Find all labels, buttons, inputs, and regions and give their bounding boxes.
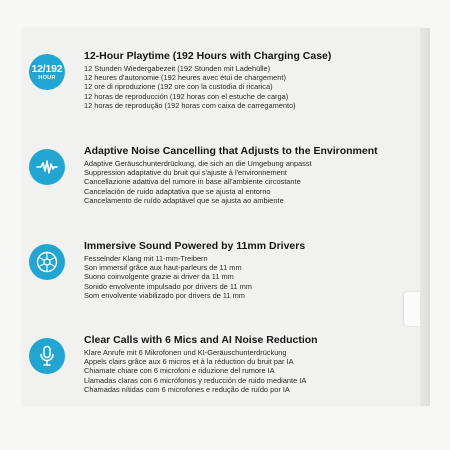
clock-hours-icon xyxy=(29,54,65,90)
icon-hours-value: 12/192 xyxy=(31,62,63,75)
feature-line-fr: Suppression adaptative du bruit qui s'ajuste à l'environnement xyxy=(84,168,287,178)
feature-title: 12-Hour Playtime (192 Hours with Charging Case) xyxy=(84,50,332,62)
feature-title: Immersive Sound Powered by 11mm Drivers xyxy=(84,240,306,252)
feature-text xyxy=(84,50,424,110)
feature-line-es: Cancelación de ruido adaptativa que se ajusta al entorno xyxy=(84,186,271,196)
feature-text xyxy=(84,145,424,205)
feature-line-es: Sonido envolvente impulsado por drivers de 11 mm xyxy=(84,281,252,291)
feature-line-pt: Som envolvente viabilizado por drivers de 11 mm xyxy=(84,290,245,300)
feature-title: Adaptive Noise Cancelling that Adjusts to the Environment xyxy=(84,145,378,157)
feature-line-de: 12 Stunden Wiedergabezeit (192 Stunden mit Ladehülle) xyxy=(84,64,271,73)
feature-text xyxy=(84,334,424,394)
feature-line-es: 12 horas de reproducción (192 horas con el estuche de carga) xyxy=(84,91,289,101)
feature-line-pt: Cancelamento de ruído adaptável que se ajusta ao ambiente xyxy=(84,195,284,205)
feature-line-de: Fesselnder Klang mit 11-mm-Treibern xyxy=(84,254,208,263)
feature-line-de: Adaptive Geräuschunterdrückung, die sich an die Umgebung anpasst xyxy=(84,159,312,168)
feature-text xyxy=(84,240,424,300)
icon-hours-unit: HOUR xyxy=(38,74,56,81)
feature-line-pt: 12 horas de reprodução (192 horas com caixa de carregamento) xyxy=(84,100,296,110)
feature-line-it: Cancellazione adattiva del rumore in base all'ambiente circostante xyxy=(84,177,301,187)
feature-line-fr: 12 heures d'autonomie (192 heures avec étui de chargement) xyxy=(84,73,286,83)
feature-line-fr: Son immersif grâce aux haut-parleurs de 11 mm xyxy=(84,263,242,273)
speaker-driver-icon xyxy=(29,244,65,280)
microphone-icon xyxy=(29,338,65,374)
feature-line-de: Klare Anrufe mit 6 Mikrofonen und KI-Geräuschunterdrückung xyxy=(84,348,287,357)
feature-line-fr: Appels clairs grâce aux 6 micros et à la réduction du bruit par IA xyxy=(84,357,294,367)
feature-line-es: Llamadas claras con 6 micrófonos y reducción de ruido mediante IA xyxy=(84,375,307,385)
noise-wave-icon xyxy=(29,149,65,185)
feature-title: Clear Calls with 6 Mics and AI Noise Reduction xyxy=(84,334,318,346)
feature-line-pt: Chamadas nítidas com 6 microfones e redução de ruído por IA xyxy=(84,384,290,394)
feature-line-it: 12 ore di riproduzione (192 ore con la custodia di ricarica) xyxy=(84,82,273,92)
feature-line-it: Chiamate chiare con 6 microfoni e riduzione del rumore IA xyxy=(84,366,275,376)
feature-line-it: Suono coinvolgente grazie ai driver da 11 mm xyxy=(84,272,234,282)
